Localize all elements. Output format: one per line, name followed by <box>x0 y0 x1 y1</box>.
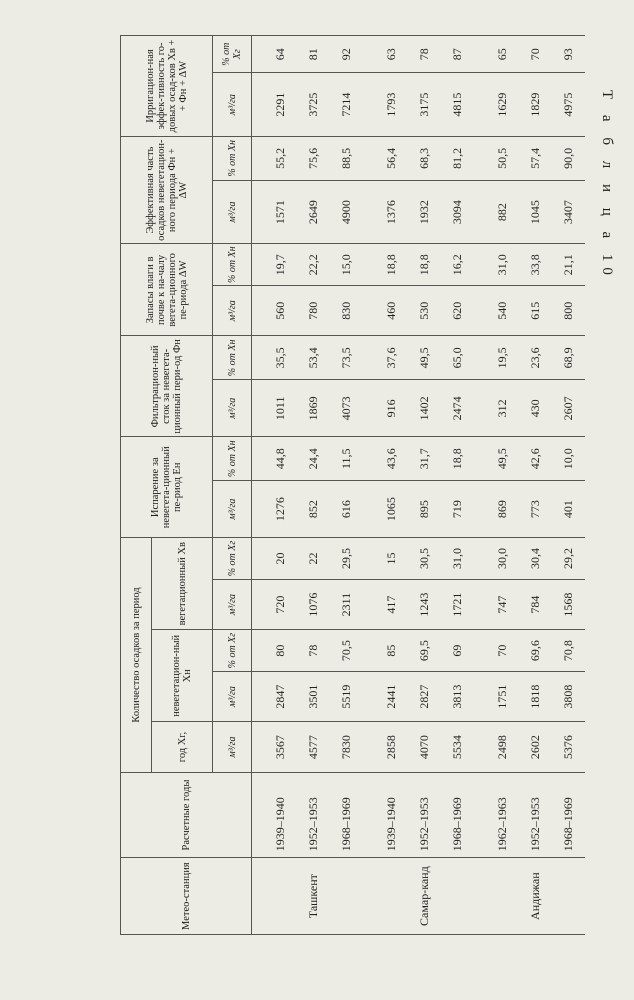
cell: 85 <box>375 630 408 672</box>
cell: 69 <box>441 630 474 672</box>
cell: 2311 <box>330 579 363 629</box>
cell: 20 <box>264 538 297 580</box>
cell: 70,5 <box>330 630 363 672</box>
cell: 1932 <box>408 180 441 244</box>
header-moist: Запасы влаги в почве к на-чалу вегета-ционного пе-риода ΔW <box>121 244 213 336</box>
cell: 31,0 <box>486 244 519 286</box>
cell: 620 <box>441 286 474 336</box>
cell: 1869 <box>297 380 330 437</box>
cell: 5519 <box>330 671 363 721</box>
years-cell: 1968–1969 <box>552 772 585 858</box>
cell: 49,5 <box>408 336 441 380</box>
cell: 800 <box>552 286 585 336</box>
cell: 78 <box>297 630 330 672</box>
cell: 1011 <box>264 380 297 437</box>
cell: 29,2 <box>552 538 585 580</box>
cell: 2602 <box>519 722 552 772</box>
cell: 21,1 <box>552 244 585 286</box>
cell: 4070 <box>408 722 441 772</box>
cell: 2649 <box>297 180 330 244</box>
cell: 64 <box>264 36 297 73</box>
cell: 23,6 <box>519 336 552 380</box>
cell: 37,6 <box>375 336 408 380</box>
years-cell: 1962–1963 <box>486 772 519 858</box>
cell: 88,5 <box>330 136 363 180</box>
header-year-x: год Xг, <box>152 722 213 772</box>
header-evap: Испарение за невегета-ционный пе-риод Eн <box>121 437 213 538</box>
cell: 3567 <box>264 722 297 772</box>
cell: 16,2 <box>441 244 474 286</box>
unit-cell: м³/га <box>213 579 252 629</box>
cell: 1829 <box>519 73 552 137</box>
cell: 530 <box>408 286 441 336</box>
table-header <box>121 36 252 935</box>
header-station: Метео-станция <box>121 858 252 935</box>
cell: 29,5 <box>330 538 363 580</box>
cell: 852 <box>297 481 330 538</box>
header-veg-x: вегетационный Xв <box>152 538 213 630</box>
cell: 4577 <box>297 722 330 772</box>
cell: 719 <box>441 481 474 538</box>
unit-cell: % от Xн <box>213 136 252 180</box>
table-row <box>552 36 585 935</box>
unit-cell: м³/га <box>213 73 252 137</box>
table-body <box>252 36 586 935</box>
cell: 2827 <box>408 671 441 721</box>
table-row <box>264 36 297 935</box>
cell: 30,0 <box>486 538 519 580</box>
unit-cell: м³/га <box>213 286 252 336</box>
spacer-row <box>252 36 265 935</box>
cell: 560 <box>264 286 297 336</box>
unit-cell: % от Xг <box>213 630 252 672</box>
table-title: Т а б л и ц а 10 <box>599 90 615 281</box>
cell: 1276 <box>264 481 297 538</box>
cell: 1568 <box>552 579 585 629</box>
cell: 81,2 <box>441 136 474 180</box>
cell: 830 <box>330 286 363 336</box>
spacer-row <box>363 36 375 935</box>
cell: 2607 <box>552 380 585 437</box>
cell: 31,7 <box>408 437 441 481</box>
unit-cell: м³/га <box>213 671 252 721</box>
cell: 22,2 <box>297 244 330 286</box>
cell: 18,8 <box>441 437 474 481</box>
cell: 430 <box>519 380 552 437</box>
cell: 1402 <box>408 380 441 437</box>
cell: 869 <box>486 481 519 538</box>
cell: 460 <box>375 286 408 336</box>
cell: 3725 <box>297 73 330 137</box>
cell: 2498 <box>486 722 519 772</box>
cell: 720 <box>264 579 297 629</box>
table-row <box>330 36 363 935</box>
cell: 78 <box>408 36 441 73</box>
cell: 11,5 <box>330 437 363 481</box>
cell: 1243 <box>408 579 441 629</box>
cell: 57,4 <box>519 136 552 180</box>
cell: 87 <box>441 36 474 73</box>
header-precip-group: Количество осадков за период <box>121 538 152 773</box>
cell: 4900 <box>330 180 363 244</box>
cell: 15 <box>375 538 408 580</box>
cell: 3813 <box>441 671 474 721</box>
cell: 916 <box>375 380 408 437</box>
cell: 81 <box>297 36 330 73</box>
cell: 747 <box>486 579 519 629</box>
cell: 15,0 <box>330 244 363 286</box>
cell: 73,5 <box>330 336 363 380</box>
years-cell: 1939–1940 <box>375 772 408 858</box>
cell: 18,8 <box>375 244 408 286</box>
cell: 50,5 <box>486 136 519 180</box>
cell: 5534 <box>441 722 474 772</box>
cell: 2441 <box>375 671 408 721</box>
cell: 49,5 <box>486 437 519 481</box>
cell: 68,9 <box>552 336 585 380</box>
rotated-table-container <box>120 35 590 935</box>
cell: 7214 <box>330 73 363 137</box>
unit-cell: м³/га <box>213 380 252 437</box>
station-name: Андижан <box>486 858 585 935</box>
cell: 42,6 <box>519 437 552 481</box>
cell: 70,8 <box>552 630 585 672</box>
cell: 30,4 <box>519 538 552 580</box>
cell: 1629 <box>486 73 519 137</box>
cell: 65,0 <box>441 336 474 380</box>
cell: 417 <box>375 579 408 629</box>
cell: 24,4 <box>297 437 330 481</box>
cell: 4073 <box>330 380 363 437</box>
unit-cell: % от Xн <box>213 336 252 380</box>
years-cell: 1968–1969 <box>441 772 474 858</box>
unit-cell: % от Xг <box>213 36 252 73</box>
cell: 2847 <box>264 671 297 721</box>
cell: 5376 <box>552 722 585 772</box>
cell: 18,8 <box>408 244 441 286</box>
cell: 19,7 <box>264 244 297 286</box>
cell: 1793 <box>375 73 408 137</box>
unit-cell: % от Xн <box>213 437 252 481</box>
cell: 10,0 <box>552 437 585 481</box>
spacer-row <box>474 36 486 935</box>
cell: 312 <box>486 380 519 437</box>
cell: 80 <box>264 630 297 672</box>
table-row <box>519 36 552 935</box>
cell: 1818 <box>519 671 552 721</box>
cell: 70 <box>486 630 519 672</box>
cell: 90,0 <box>552 136 585 180</box>
cell: 540 <box>486 286 519 336</box>
cell: 401 <box>552 481 585 538</box>
cell: 56,4 <box>375 136 408 180</box>
cell: 2474 <box>441 380 474 437</box>
cell: 4815 <box>441 73 474 137</box>
header-years: Расчетные годы <box>121 772 252 858</box>
unit-cell: м³/га <box>213 722 252 772</box>
cell: 33,8 <box>519 244 552 286</box>
cell: 69,5 <box>408 630 441 672</box>
cell: 92 <box>330 36 363 73</box>
cell: 93 <box>552 36 585 73</box>
cell: 1076 <box>297 579 330 629</box>
cell: 1376 <box>375 180 408 244</box>
unit-cell: % от Xн <box>213 244 252 286</box>
cell: 780 <box>297 286 330 336</box>
header-eff: Эффективная часть осадков невегетацион-ного периода Фн + ΔW <box>121 136 213 243</box>
cell: 63 <box>375 36 408 73</box>
cell: 2291 <box>264 73 297 137</box>
cell: 616 <box>330 481 363 538</box>
cell: 53,4 <box>297 336 330 380</box>
station-name: Ташкент <box>264 858 363 935</box>
cell: 3094 <box>441 180 474 244</box>
unit-cell: % от Xг <box>213 538 252 580</box>
cell: 3501 <box>297 671 330 721</box>
cell: 55,2 <box>264 136 297 180</box>
cell: 65 <box>486 36 519 73</box>
cell: 30,5 <box>408 538 441 580</box>
cell: 773 <box>519 481 552 538</box>
table-row <box>441 36 474 935</box>
cell: 69,6 <box>519 630 552 672</box>
cell: 895 <box>408 481 441 538</box>
table-row <box>486 36 519 935</box>
cell: 1045 <box>519 180 552 244</box>
data-table <box>120 35 585 935</box>
cell: 1751 <box>486 671 519 721</box>
cell: 1065 <box>375 481 408 538</box>
cell: 19,5 <box>486 336 519 380</box>
cell: 35,5 <box>264 336 297 380</box>
cell: 2858 <box>375 722 408 772</box>
years-cell: 1952–1953 <box>408 772 441 858</box>
header-irr: Ирригацион-ная эффек-тивность го-довых осад-ков Xв + + Фн + ΔW <box>121 36 213 137</box>
cell: 7830 <box>330 722 363 772</box>
table-row <box>297 36 330 935</box>
cell: 44,8 <box>264 437 297 481</box>
table-row <box>375 36 408 935</box>
cell: 75,6 <box>297 136 330 180</box>
cell: 3808 <box>552 671 585 721</box>
header-filtr: Фильтрацион-ный сток за невегета-ционный пери-од Фн <box>121 336 213 437</box>
cell: 3175 <box>408 73 441 137</box>
header-nonveg-x: невегетацион-ный Xн <box>152 630 213 722</box>
cell: 784 <box>519 579 552 629</box>
cell: 1571 <box>264 180 297 244</box>
years-cell: 1952–1953 <box>297 772 330 858</box>
years-cell: 1939–1940 <box>264 772 297 858</box>
cell: 70 <box>519 36 552 73</box>
cell: 43,6 <box>375 437 408 481</box>
station-name: Самар-канд <box>375 858 474 935</box>
years-cell: 1952–1953 <box>519 772 552 858</box>
cell: 3407 <box>552 180 585 244</box>
unit-cell: м³/га <box>213 180 252 244</box>
cell: 882 <box>486 180 519 244</box>
unit-cell: м³/га <box>213 481 252 538</box>
cell: 31,0 <box>441 538 474 580</box>
cell: 1721 <box>441 579 474 629</box>
cell: 615 <box>519 286 552 336</box>
cell: 68,3 <box>408 136 441 180</box>
years-cell: 1968–1969 <box>330 772 363 858</box>
cell: 22 <box>297 538 330 580</box>
cell: 4975 <box>552 73 585 137</box>
table-row <box>408 36 441 935</box>
